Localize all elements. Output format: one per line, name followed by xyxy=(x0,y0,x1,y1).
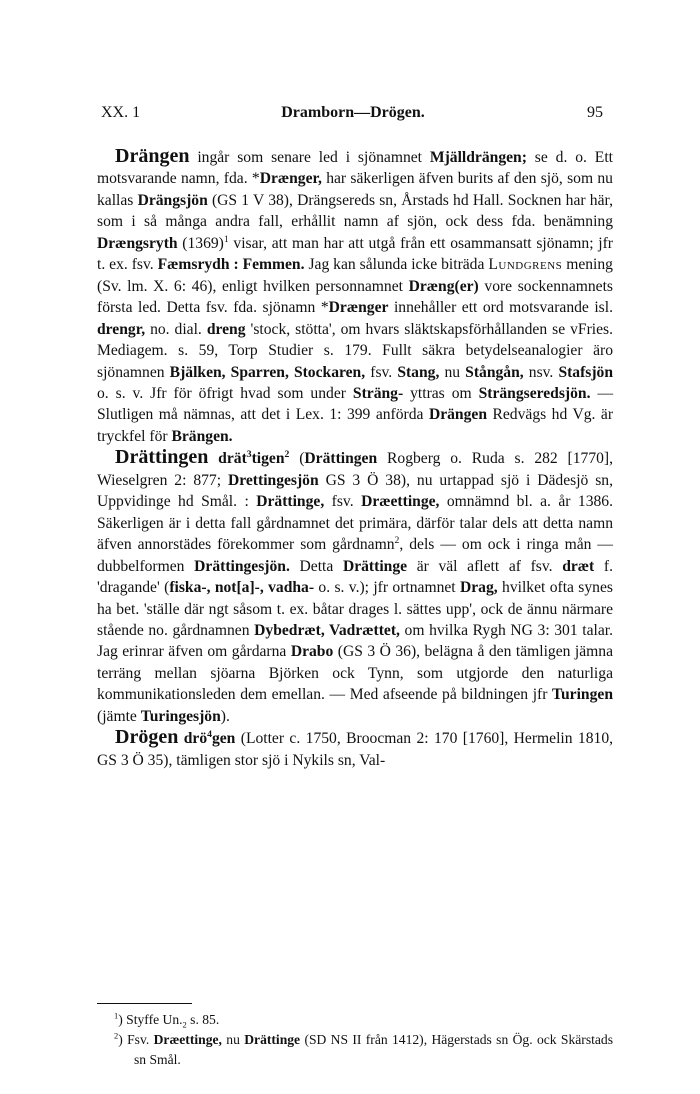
headword: Drögen xyxy=(115,726,179,749)
author-name: Lundgrens xyxy=(488,256,563,274)
headword: Drättingen xyxy=(115,446,209,469)
footnote-ref[interactable]: 2 xyxy=(394,534,400,546)
headword: Drängen xyxy=(115,145,190,167)
footnote-1: $^1$) Styffe $Un._2$ s. 85. xyxy=(114,1010,220,1030)
footnote-divider xyxy=(97,1003,192,1004)
article-body xyxy=(97,146,613,771)
running-title: Dramborn—Drögen. xyxy=(281,104,425,121)
entry-drogen: Drögen drö$^4$gen (Lotter c. 1750, Broocman 2: 170 [1760], Hermelin 1810, GS 3 Ö 35), tämligen stor sjö i Nykils sn, Val- xyxy=(97,726,614,769)
running-header xyxy=(97,104,609,130)
pronunciation: drö$^4$gen xyxy=(183,729,236,748)
page-number: 95 xyxy=(587,104,603,121)
footnotes xyxy=(114,1010,613,1070)
pronunciation: drät$^3$tigen$^2$ xyxy=(218,449,290,468)
section-number: XX. 1 xyxy=(101,104,141,121)
entry-drangen: Drängen ingår som senare led i sjönamnet Mjälldrängen; se d. o. Ett motsvarande namn, fda. *Drænger, har säkerligen äfven burits af den sjö, som nu kallas Drängsjön (GS 1 V 38), Drängsereds sn, Årstads hd Hall. Socknen har här, som i så många andra fall, erhållit namn af sjön, ock dess fda. benämning Drængsryth $(1369)^1$ visar, att man har att utgå från ett osammansatt sjönamn; jfr t. ex. fsv. Fæmsrydh : Femmen. Jag kan sålunda icke biträda Lundgrens mening (Sv. lm. X. 6: 46), enligt hvilken personnamnet Dræng(er) vore sockennamnets första led. Detta fsv. fda. sjönamn *Drænger innehåller ett ord motsvarande isl. drengr, no. dial. dreng 'stock, stötta', om hvars släktskapsförhållanden se vFries. Mediagem. s. 59, Torp Studier s. 179. Fullt säkra betydelseanalogier äro sjönamnen Bjälken, Sparren, Stockaren, fsv. Stang, nu Stångån, nsv. Stafsjön o. s. v. Jfr för öfrigt hvad som under Sträng- yttras om Strängseredsjön. — Slutligen må nämnas, att det i Lex. 1: 399 anförda Drängen Redvägs hd Vg. är tryckfel för Brängen. xyxy=(97,145,614,445)
footnote-ref[interactable]: 1 xyxy=(223,233,229,245)
entry-drattingen: Drättingen drät$^3$tigen$^2$ (Drättingen Rogberg o. Ruda s. 282 [1770], Wieselgren 2: 877; Drettingesjön GS 3 Ö 38), nu urtappad sjö i Dädesjö sn, Uppvidinge hd Smål. : Drättinge, fsv. Dræettinge, omnämnd bl. a. år 1386. Säkerligen är i detta fall gårdnamnet det primära, därför talar dels att detta namn äfven annorstädes förekommer som gårdnamn$^2$, dels — om ock i ringa mån — dubbelformen Drättingesjön. Detta Drättinge är väl aflett af fsv. dræt f. 'dragande' (fiska-, not[a]-, vadha- o. s. v.); jfr ortnamnet Drag, hvilket ofta synes ha bet. 'ställe där ngt såsom t. ex. båtar drages l. sättes upp', ock de ännu närmare stående no. gårdnamnen Dybedræt, Vadrættet, om hvilka Rygh NG 3: 301 talar. Jag erinrar äfven om gårdarna Drabo (GS 3 Ö 36), belägna å den tämligen jämna terräng mellan sjöarna Björken ock Tynn, som utgjorde den naturliga kommunikationsleden dem emellan. — Med afseende på bildningen jfr Turingen (jämte Turingesjön). xyxy=(97,446,614,725)
footnote-2: $^2$) Fsv. Dræettinge, nu Drättinge (SD NS II från 1412), Hägerstads sn Ög. ock Skärstads sn Smål. xyxy=(114,1030,614,1067)
